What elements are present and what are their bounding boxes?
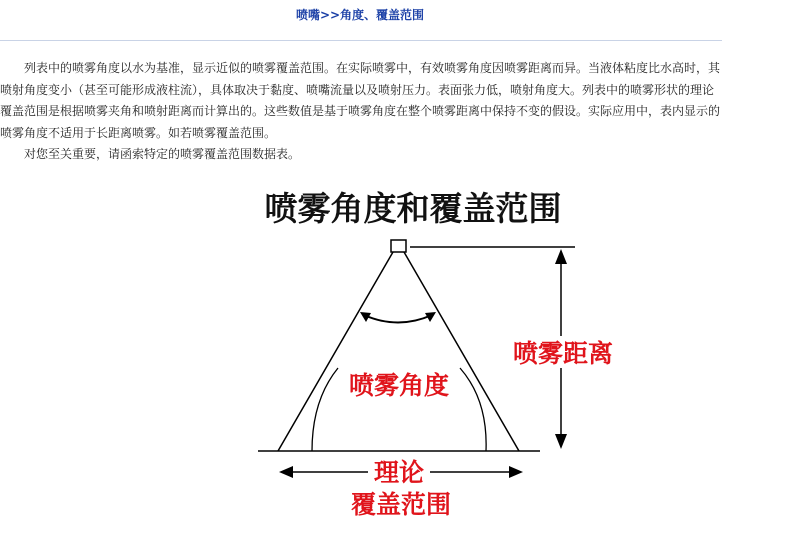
paragraph-2: 对您至关重要，请函索特定的喷雾覆盖范围数据表。 [24, 147, 301, 161]
distance-arrow-bottom-head [555, 434, 567, 449]
coverage-label-line2: 覆盖范围 [350, 490, 452, 519]
distance-arrow-top-head [555, 249, 567, 264]
coverage-arrow-right-head [509, 466, 523, 478]
paragraph-1: 列表中的喷雾角度以水为基准，显示近似的喷雾覆盖范围。在实际喷雾中，有效喷雾角度因喷雾距离而异。当液体粘度比水高时，其喷射角度变小（甚至可能形成液柱流），具体取决于黏度、喷嘴流量以及喷射压力。表面张力低，喷射角度大。列表中的喷雾形状的理论覆盖范围是根据喷雾夹角和喷射距离而计算出的。这些数值是基于喷雾角度在整个喷雾距离中保持不变的假设。实际应用中，表内显示的喷雾角度不适用于长距离喷雾。如若喷雾覆盖范围。 [0, 61, 721, 140]
spray-angle-label: 喷雾角度 [348, 371, 450, 400]
diagram-title: 喷雾角度和覆盖范围 [264, 189, 562, 228]
coverage-label-line1: 理论 [373, 458, 425, 487]
coverage-arrow-left-head [279, 466, 293, 478]
effective-spray-left-curve [312, 368, 338, 451]
effective-spray-right-curve [460, 368, 486, 451]
nozzle-icon [391, 240, 406, 252]
spray-distance-label: 喷雾距离 [512, 339, 614, 368]
spray-left-edge [278, 252, 393, 451]
breadcrumb[interactable]: 喷嘴>>角度、覆盖范围 [295, 8, 425, 22]
angle-arc [364, 315, 432, 323]
